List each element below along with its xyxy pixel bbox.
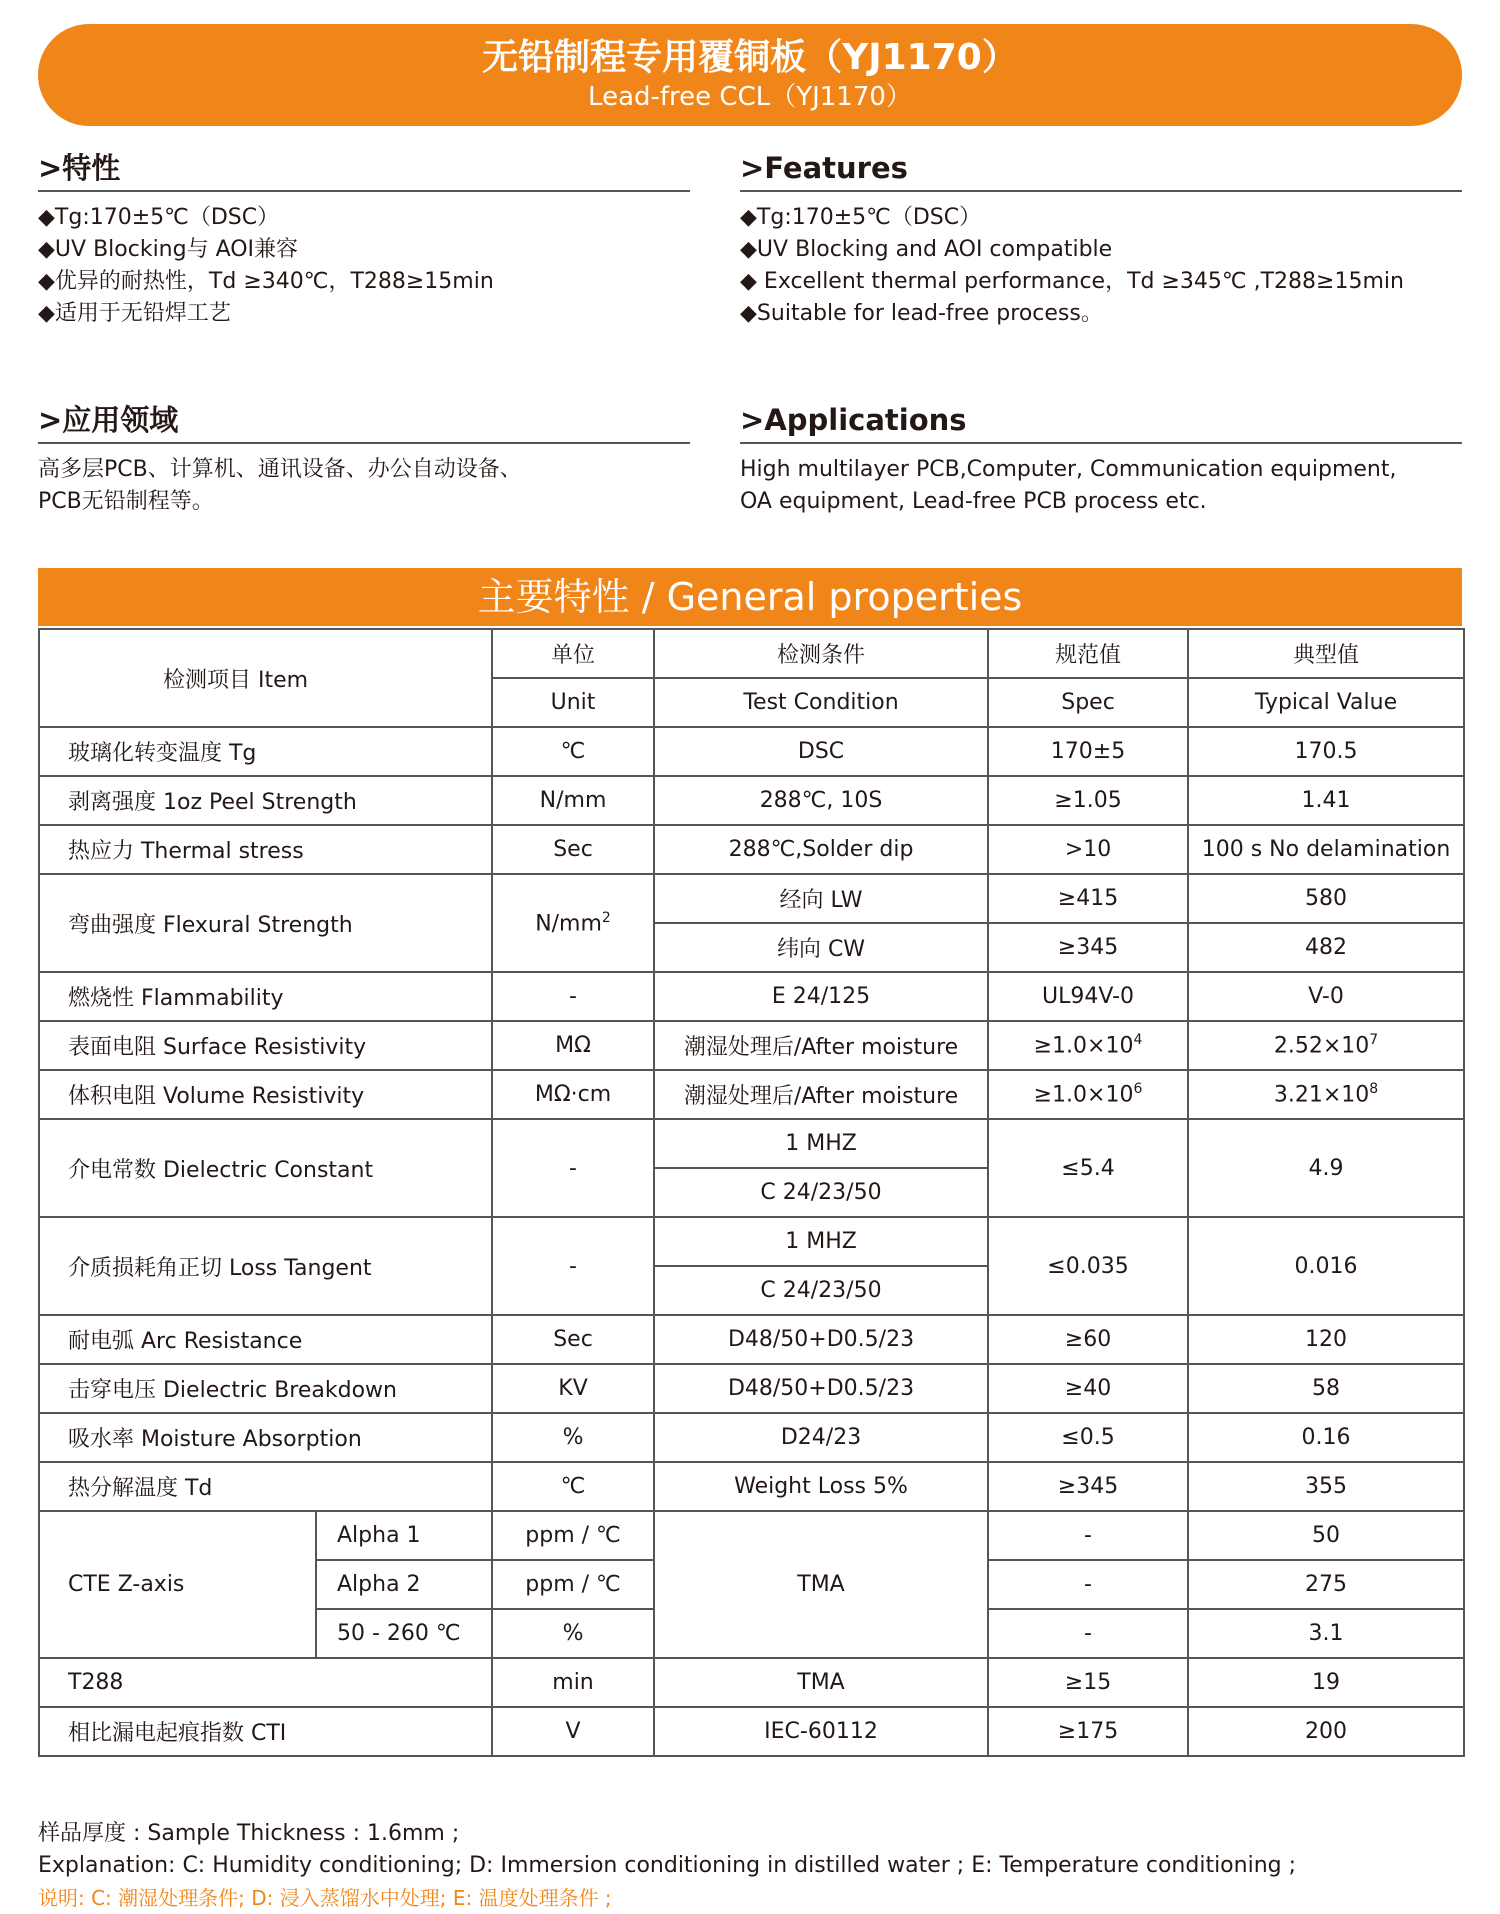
spec-text: ≥1.0×10: [1033, 1033, 1134, 1059]
cell-typ: 170.5: [1188, 727, 1464, 776]
cell-cond: 288℃,Solder dip: [654, 825, 988, 874]
cell-unit: N/mm: [492, 776, 654, 825]
typ-sup: 8: [1369, 1081, 1379, 1098]
header-typ-cn: 典型值: [1188, 629, 1464, 678]
cell-unit: ℃: [492, 727, 654, 776]
note-explanation: Explanation: C: Humidity conditioning; D: Immersion conditioning in distilled water ; E: Temperature conditioning ;: [38, 1853, 1297, 1878]
table-row: [39, 1217, 1464, 1266]
cell-unit: MΩ·cm: [492, 1070, 654, 1119]
table-row: [39, 1119, 1464, 1168]
header-typ-en: Typical Value: [1188, 678, 1464, 727]
cell-unit: KV: [492, 1364, 654, 1413]
cell-cond: 纬向 CW: [654, 923, 988, 972]
typ-text: 3.21×10: [1273, 1082, 1370, 1108]
unit-text: N/mm: [535, 911, 602, 937]
typ-sup: 7: [1369, 1032, 1379, 1049]
cell-spec: -: [988, 1511, 1188, 1560]
cell-typ: 19: [1188, 1658, 1464, 1707]
cell-spec: ≤5.4: [988, 1119, 1188, 1217]
features-en-list: [740, 202, 1404, 330]
table-row: [39, 1462, 1464, 1511]
table-row: [39, 1658, 1464, 1707]
table-row: [39, 1070, 1464, 1119]
features-en-heading: >Features: [740, 150, 1462, 192]
cell-spec: ≥175: [988, 1707, 1188, 1756]
cell-item: 剥离强度 1oz Peel Strength: [39, 776, 492, 825]
features-cn-list: [38, 202, 494, 330]
cell-spec: -: [988, 1609, 1188, 1658]
cell-spec: ≤0.5: [988, 1413, 1188, 1462]
cell-cond: 潮湿处理后/After moisture: [654, 1070, 988, 1119]
text-line: OA equipment, Lead-free PCB process etc.: [740, 489, 1207, 514]
table-row: [39, 1511, 1464, 1560]
cell-spec: 170±5: [988, 727, 1188, 776]
table-row: [39, 825, 1464, 874]
cell-item: CTE Z-axis: [39, 1511, 316, 1658]
text-line: 高多层PCB、计算机、通讯设备、办公自动设备、: [38, 457, 522, 482]
cell-cond: 1 MHZ: [654, 1119, 988, 1168]
cell-unit: Sec: [492, 825, 654, 874]
cell-typ: [1188, 1070, 1464, 1119]
applications-en-heading: >Applications: [740, 402, 1462, 444]
unit-sup: 2: [601, 909, 611, 926]
cell-typ: 200: [1188, 1707, 1464, 1756]
table-header-row: [39, 629, 1464, 678]
cell-cond: 288℃, 10S: [654, 776, 988, 825]
header-cond-cn: 检测条件: [654, 629, 988, 678]
list-item: ◆Tg:170±5℃（DSC）: [740, 205, 982, 230]
cell-unit: -: [492, 972, 654, 1021]
header-unit-en: Unit: [492, 678, 654, 727]
list-item: ◆UV Blocking and AOI compatible: [740, 237, 1113, 262]
note-thickness: 样品厚度 : Sample Thickness : 1.6mm ;: [38, 1821, 460, 1846]
cell-spec: >10: [988, 825, 1188, 874]
text-line: PCB无铅制程等。: [38, 489, 214, 514]
cell-cond: Weight Loss 5%: [654, 1462, 988, 1511]
cell-item: T288: [39, 1658, 492, 1707]
cell-item: 吸水率 Moisture Absorption: [39, 1413, 492, 1462]
cell-unit: min: [492, 1658, 654, 1707]
cell-spec: ≤0.035: [988, 1217, 1188, 1315]
table-row: [39, 1315, 1464, 1364]
cell-typ: 0.16: [1188, 1413, 1464, 1462]
list-item: ◆UV Blocking与 AOI兼容: [38, 237, 299, 262]
table-row: [39, 727, 1464, 776]
table-title: 主要特性 / General properties: [38, 568, 1462, 626]
cell-unit: ℃: [492, 1462, 654, 1511]
cell-unit: %: [492, 1609, 654, 1658]
applications-en-text: [740, 454, 1396, 518]
cell-typ: 1.41: [1188, 776, 1464, 825]
cell-unit: ppm / ℃: [492, 1511, 654, 1560]
cell-item: 玻璃化转变温度 Tg: [39, 727, 492, 776]
table-row: [39, 1707, 1464, 1756]
table-row: [39, 1021, 1464, 1070]
list-item: ◆Suitable for lead-free process。: [740, 301, 1103, 326]
cell-spec: ≥40: [988, 1364, 1188, 1413]
note-explanation-cn: 说明: C: 潮湿处理条件; D: 浸入蒸馏水中处理; E: 温度处理条件 ;: [38, 1886, 612, 1910]
header-spec-cn: 规范值: [988, 629, 1188, 678]
table-row: [39, 874, 1464, 923]
cell-item: 介质损耗角正切 Loss Tangent: [39, 1217, 492, 1315]
cell-typ: [1188, 1021, 1464, 1070]
cell-item: 介电常数 Dielectric Constant: [39, 1119, 492, 1217]
cell-typ: 50: [1188, 1511, 1464, 1560]
cell-typ: 58: [1188, 1364, 1464, 1413]
cell-cond: 1 MHZ: [654, 1217, 988, 1266]
cell-spec: -: [988, 1560, 1188, 1609]
cell-cond: C 24/23/50: [654, 1168, 988, 1217]
cell-unit: -: [492, 1119, 654, 1217]
cell-cond: TMA: [654, 1658, 988, 1707]
cell-typ: 120: [1188, 1315, 1464, 1364]
cell-cond: D48/50+D0.5/23: [654, 1315, 988, 1364]
spec-sup: 6: [1133, 1081, 1143, 1098]
cell-spec: UL94V-0: [988, 972, 1188, 1021]
cell-subitem: Alpha 1: [316, 1511, 492, 1560]
header-item: 检测项目 Item: [39, 629, 492, 727]
spec-text: ≥1.0×10: [1033, 1082, 1134, 1108]
cell-cond: C 24/23/50: [654, 1266, 988, 1315]
cell-cond: TMA: [654, 1511, 988, 1658]
cell-cond: 潮湿处理后/After moisture: [654, 1021, 988, 1070]
cell-spec: ≥345: [988, 923, 1188, 972]
cell-unit: %: [492, 1413, 654, 1462]
applications-cn-heading: >应用领域: [38, 402, 690, 444]
features-cn-heading: >特性: [38, 150, 690, 192]
table-row: [39, 1413, 1464, 1462]
cell-spec: ≥1.05: [988, 776, 1188, 825]
cell-item: 击穿电压 Dielectric Breakdown: [39, 1364, 492, 1413]
cell-item: 热分解温度 Td: [39, 1462, 492, 1511]
header-unit-cn: 单位: [492, 629, 654, 678]
cell-item: 体积电阻 Volume Resistivity: [39, 1070, 492, 1119]
cell-subitem: 50 - 260 ℃: [316, 1609, 492, 1658]
cell-cond: E 24/125: [654, 972, 988, 1021]
cell-spec: [988, 1070, 1188, 1119]
cell-spec: ≥15: [988, 1658, 1188, 1707]
cell-cond: DSC: [654, 727, 988, 776]
cell-cond: D48/50+D0.5/23: [654, 1364, 988, 1413]
cell-unit: [492, 874, 654, 972]
cell-item: 热应力 Thermal stress: [39, 825, 492, 874]
cell-typ: 4.9: [1188, 1119, 1464, 1217]
cell-item: 相比漏电起痕指数 CTI: [39, 1707, 492, 1756]
cell-item: 耐电弧 Arc Resistance: [39, 1315, 492, 1364]
cell-typ: 580: [1188, 874, 1464, 923]
cell-unit: Sec: [492, 1315, 654, 1364]
table-row: [39, 776, 1464, 825]
cell-cond: 经向 LW: [654, 874, 988, 923]
cell-cond: IEC-60112: [654, 1707, 988, 1756]
applications-cn-text: [38, 454, 522, 518]
cell-spec: ≥60: [988, 1315, 1188, 1364]
table-row: [39, 972, 1464, 1021]
cell-unit: -: [492, 1217, 654, 1315]
cell-typ: V-0: [1188, 972, 1464, 1021]
cell-unit: V: [492, 1707, 654, 1756]
cell-spec: [988, 1021, 1188, 1070]
cell-unit: MΩ: [492, 1021, 654, 1070]
list-item: ◆适用于无铅焊工艺: [38, 301, 231, 326]
cell-typ: 0.016: [1188, 1217, 1464, 1315]
cell-spec: ≥345: [988, 1462, 1188, 1511]
header-cond-en: Test Condition: [654, 678, 988, 727]
title-banner: [38, 24, 1462, 126]
cell-typ: 275: [1188, 1560, 1464, 1609]
title-en: Lead-free CCL（YJ1170）: [588, 82, 912, 112]
cell-unit: ppm / ℃: [492, 1560, 654, 1609]
list-item: ◆ Excellent thermal performance，Td ≥345℃ ,T288≥15min: [740, 269, 1404, 294]
title-cn: 无铅制程专用覆铜板（YJ1170）: [482, 37, 1018, 78]
cell-item: 燃烧性 Flammability: [39, 972, 492, 1021]
text-line: High multilayer PCB,Computer, Communication equipment,: [740, 457, 1397, 482]
footnotes: [38, 1818, 1296, 1914]
cell-item: 弯曲强度 Flexural Strength: [39, 874, 492, 972]
cell-subitem: Alpha 2: [316, 1560, 492, 1609]
cell-item: 表面电阻 Surface Resistivity: [39, 1021, 492, 1070]
cell-typ: 355: [1188, 1462, 1464, 1511]
properties-table: [38, 628, 1465, 1757]
typ-text: 2.52×10: [1273, 1033, 1370, 1059]
cell-typ: 482: [1188, 923, 1464, 972]
cell-typ: 3.1: [1188, 1609, 1464, 1658]
list-item: ◆优异的耐热性，Td ≥340℃，T288≥15min: [38, 269, 494, 294]
cell-cond: D24/23: [654, 1413, 988, 1462]
list-item: ◆Tg:170±5℃（DSC）: [38, 205, 280, 230]
cell-typ: 100 s No delamination: [1188, 825, 1464, 874]
header-spec-en: Spec: [988, 678, 1188, 727]
spec-sup: 4: [1133, 1032, 1143, 1049]
table-row: [39, 1364, 1464, 1413]
cell-spec: ≥415: [988, 874, 1188, 923]
